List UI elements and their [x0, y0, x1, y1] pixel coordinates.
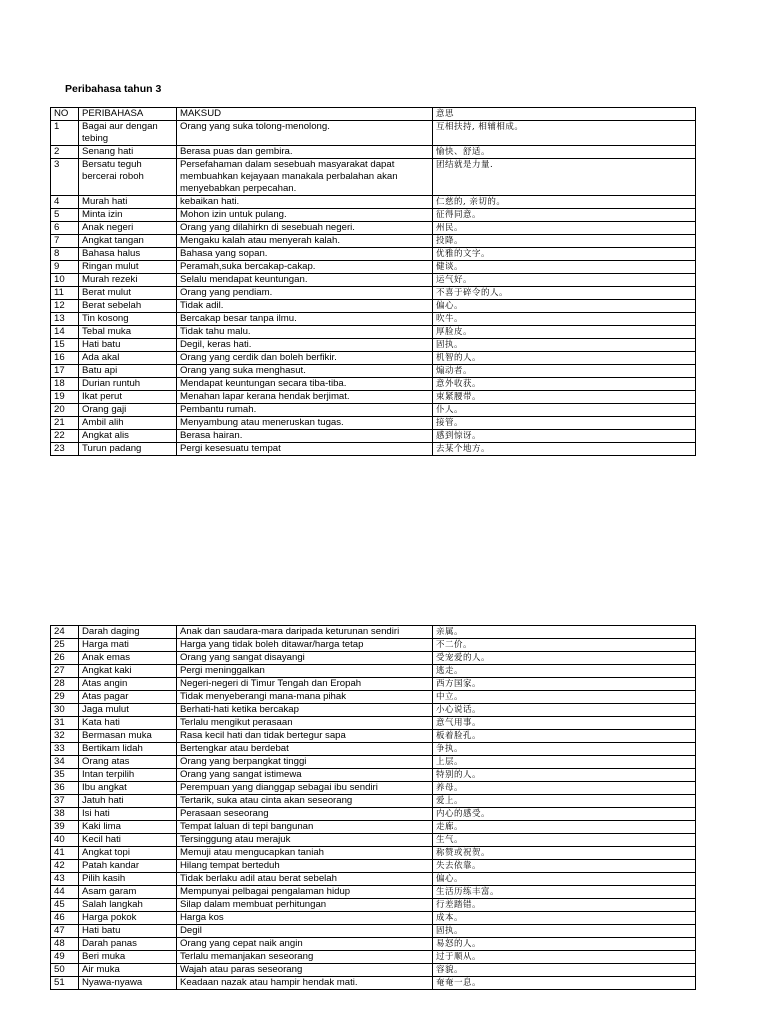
- peribahasa-cell: Ibu angkat: [79, 782, 177, 795]
- table-row: [51, 626, 696, 639]
- header-peribahasa: PERIBAHASA: [79, 108, 177, 121]
- chinese-meaning-cell: 仆人。: [433, 404, 696, 417]
- row-number: 19: [51, 391, 79, 404]
- table-row: [51, 678, 696, 691]
- chinese-meaning-cell: 感到惊讶。: [433, 430, 696, 443]
- peribahasa-cell: Durian runtuh: [79, 378, 177, 391]
- header-maksud: MAKSUD: [177, 108, 433, 121]
- row-number: 24: [51, 626, 79, 639]
- peribahasa-cell: Ringan mulut: [79, 261, 177, 274]
- table-row: [51, 443, 696, 456]
- chinese-meaning-cell: 偏心。: [433, 300, 696, 313]
- row-number: 1: [51, 121, 79, 146]
- peribahasa-cell: Bagai aur dengan tebing: [79, 121, 177, 146]
- table-header-row: [51, 108, 696, 121]
- table-row: [51, 261, 696, 274]
- table-row: [51, 146, 696, 159]
- peribahasa-cell: Murah hati: [79, 196, 177, 209]
- maksud-cell: Perasaan seseorang: [177, 808, 433, 821]
- row-number: 27: [51, 665, 79, 678]
- peribahasa-cell: Turun padang: [79, 443, 177, 456]
- maksud-cell: Orang yang suka tolong-menolong.: [177, 121, 433, 146]
- table-row: [51, 326, 696, 339]
- maksud-cell: Anak dan saudara-mara daripada keturunan sendiri: [177, 626, 433, 639]
- peribahasa-cell: Asam garam: [79, 886, 177, 899]
- row-number: 4: [51, 196, 79, 209]
- peribahasa-cell: Berat mulut: [79, 287, 177, 300]
- maksud-cell: Silap dalam membuat perhitungan: [177, 899, 433, 912]
- row-number: 31: [51, 717, 79, 730]
- maksud-cell: Persefahaman dalam sesebuah masyarakat dapat membuahkan kejayaan manakala perbalahan akan menyebabkan perpecahan.: [177, 159, 433, 196]
- table-row: [51, 821, 696, 834]
- table-row: [51, 912, 696, 925]
- table-row: [51, 121, 696, 146]
- row-number: 13: [51, 313, 79, 326]
- table-row: [51, 235, 696, 248]
- chinese-meaning-cell: 生气。: [433, 834, 696, 847]
- chinese-meaning-cell: 愉快、舒适。: [433, 146, 696, 159]
- table-row: [51, 248, 696, 261]
- peribahasa-cell: Berat sebelah: [79, 300, 177, 313]
- row-number: 49: [51, 951, 79, 964]
- peribahasa-cell: Atas pagar: [79, 691, 177, 704]
- chinese-meaning-cell: 去某个地方。: [433, 443, 696, 456]
- maksud-cell: Mendapat keuntungan secara tiba-tiba.: [177, 378, 433, 391]
- chinese-meaning-cell: 过于顺从。: [433, 951, 696, 964]
- maksud-cell: Orang yang berpangkat tinggi: [177, 756, 433, 769]
- row-number: 36: [51, 782, 79, 795]
- table-row: [51, 417, 696, 430]
- maksud-cell: Mengaku kalah atau menyerah kalah.: [177, 235, 433, 248]
- table-row: [51, 808, 696, 821]
- chinese-meaning-cell: 上层。: [433, 756, 696, 769]
- peribahasa-cell: Murah rezeki: [79, 274, 177, 287]
- peribahasa-cell: Ada akal: [79, 352, 177, 365]
- maksud-cell: Menyambung atau meneruskan tugas.: [177, 417, 433, 430]
- chinese-meaning-cell: 生活历练丰富。: [433, 886, 696, 899]
- maksud-cell: Berhati-hati ketika bercakap: [177, 704, 433, 717]
- table-row: [51, 782, 696, 795]
- table-row: [51, 951, 696, 964]
- chinese-meaning-cell: 固执。: [433, 339, 696, 352]
- peribahasa-cell: Angkat tangan: [79, 235, 177, 248]
- chinese-meaning-cell: 厚脸皮。: [433, 326, 696, 339]
- chinese-meaning-cell: 机智的人。: [433, 352, 696, 365]
- maksud-cell: Orang yang cepat naik angin: [177, 938, 433, 951]
- peribahasa-cell: Bersatu teguh bercerai roboh: [79, 159, 177, 196]
- chinese-meaning-cell: 州民。: [433, 222, 696, 235]
- table-row: [51, 404, 696, 417]
- row-number: 28: [51, 678, 79, 691]
- maksud-cell: Bertengkar atau berdebat: [177, 743, 433, 756]
- table-row: [51, 159, 696, 196]
- peribahasa-cell: Ikat perut: [79, 391, 177, 404]
- table-row: [51, 743, 696, 756]
- chinese-meaning-cell: 健谈。: [433, 261, 696, 274]
- peribahasa-cell: Jatuh hati: [79, 795, 177, 808]
- table-row: [51, 287, 696, 300]
- maksud-cell: Orang yang suka menghasut.: [177, 365, 433, 378]
- chinese-meaning-cell: 优雅的文字。: [433, 248, 696, 261]
- table-row: [51, 352, 696, 365]
- row-number: 50: [51, 964, 79, 977]
- peribahasa-cell: Air muka: [79, 964, 177, 977]
- row-number: 42: [51, 860, 79, 873]
- maksud-cell: Orang yang sangat disayangi: [177, 652, 433, 665]
- page-title: Peribahasa tahun 3: [65, 83, 162, 95]
- table-row: [51, 860, 696, 873]
- table-row: [51, 704, 696, 717]
- peribahasa-cell: Tebal muka: [79, 326, 177, 339]
- maksud-cell: Orang yang sangat istimewa: [177, 769, 433, 782]
- row-number: 45: [51, 899, 79, 912]
- maksud-cell: Bahasa yang sopan.: [177, 248, 433, 261]
- maksud-cell: Tidak menyeberangi mana-mana pihak: [177, 691, 433, 704]
- maksud-cell: Perempuan yang dianggap sebagai ibu sendiri: [177, 782, 433, 795]
- row-number: 30: [51, 704, 79, 717]
- table-row: [51, 964, 696, 977]
- row-number: 32: [51, 730, 79, 743]
- peribahasa-cell: Nyawa-nyawa: [79, 977, 177, 990]
- peribahasa-cell: Bahasa halus: [79, 248, 177, 261]
- maksud-cell: Tidak tahu malu.: [177, 326, 433, 339]
- maksud-cell: Orang yang dilahirkn di sesebuah negeri.: [177, 222, 433, 235]
- chinese-meaning-cell: 养母。: [433, 782, 696, 795]
- peribahasa-cell: Hati batu: [79, 925, 177, 938]
- maksud-cell: Wajah atau paras seseorang: [177, 964, 433, 977]
- row-number: 7: [51, 235, 79, 248]
- peribahasa-cell: Harga mati: [79, 639, 177, 652]
- table-row: [51, 300, 696, 313]
- row-number: 3: [51, 159, 79, 196]
- row-number: 11: [51, 287, 79, 300]
- chinese-meaning-cell: 亲属。: [433, 626, 696, 639]
- peribahasa-cell: Angkat topi: [79, 847, 177, 860]
- chinese-meaning-cell: 内心的感受。: [433, 808, 696, 821]
- table-row: [51, 925, 696, 938]
- peribahasa-cell: Tin kosong: [79, 313, 177, 326]
- chinese-meaning-cell: 仁慈的, 亲切的。: [433, 196, 696, 209]
- maksud-cell: Harga kos: [177, 912, 433, 925]
- table-row: [51, 769, 696, 782]
- peribahasa-cell: Harga pokok: [79, 912, 177, 925]
- header-chinese: 意思: [433, 108, 696, 121]
- row-number: 29: [51, 691, 79, 704]
- table-row: [51, 339, 696, 352]
- row-number: 37: [51, 795, 79, 808]
- chinese-meaning-cell: 互相扶持, 相辅相成。: [433, 121, 696, 146]
- peribahasa-cell: Isi hati: [79, 808, 177, 821]
- chinese-meaning-cell: 成本。: [433, 912, 696, 925]
- chinese-meaning-cell: 西方国家。: [433, 678, 696, 691]
- peribahasa-cell: Angkat alis: [79, 430, 177, 443]
- chinese-meaning-cell: 不喜于碎令的人。: [433, 287, 696, 300]
- row-number: 15: [51, 339, 79, 352]
- chinese-meaning-cell: 意气用事。: [433, 717, 696, 730]
- table-row: [51, 795, 696, 808]
- peribahasa-cell: Minta izin: [79, 209, 177, 222]
- peribahasa-cell: Jaga mulut: [79, 704, 177, 717]
- maksud-cell: Orang yang cerdik dan boleh berfikir.: [177, 352, 433, 365]
- table-row: [51, 691, 696, 704]
- row-number: 17: [51, 365, 79, 378]
- row-number: 26: [51, 652, 79, 665]
- row-number: 8: [51, 248, 79, 261]
- peribahasa-cell: Ambil alih: [79, 417, 177, 430]
- table-row: [51, 665, 696, 678]
- row-number: 18: [51, 378, 79, 391]
- row-number: 47: [51, 925, 79, 938]
- peribahasa-cell: Orang gaji: [79, 404, 177, 417]
- chinese-meaning-cell: 板着脸孔。: [433, 730, 696, 743]
- table-row: [51, 274, 696, 287]
- chinese-meaning-cell: 不二价。: [433, 639, 696, 652]
- maksud-cell: Harga yang tidak boleh ditawar/harga tetap: [177, 639, 433, 652]
- maksud-cell: Degil: [177, 925, 433, 938]
- maksud-cell: Tempat laluan di tepi bangunan: [177, 821, 433, 834]
- peribahasa-cell: Hati batu: [79, 339, 177, 352]
- peribahasa-cell: Kecil hati: [79, 834, 177, 847]
- table-row: [51, 847, 696, 860]
- table-row: [51, 391, 696, 404]
- row-number: 10: [51, 274, 79, 287]
- peribahasa-cell: Anak emas: [79, 652, 177, 665]
- chinese-meaning-cell: 容貌。: [433, 964, 696, 977]
- chinese-meaning-cell: 束紧腰带。: [433, 391, 696, 404]
- chinese-meaning-cell: 争执。: [433, 743, 696, 756]
- chinese-meaning-cell: 易怒的人。: [433, 938, 696, 951]
- row-number: 33: [51, 743, 79, 756]
- row-number: 5: [51, 209, 79, 222]
- maksud-cell: Terlalu memanjakan seseorang: [177, 951, 433, 964]
- maksud-cell: Tersinggung atau merajuk: [177, 834, 433, 847]
- maksud-cell: Orang yang pendiam.: [177, 287, 433, 300]
- maksud-cell: Tertarik, suka atau cinta akan seseorang: [177, 795, 433, 808]
- chinese-meaning-cell: 特别的人。: [433, 769, 696, 782]
- peribahasa-cell: Orang atas: [79, 756, 177, 769]
- maksud-cell: Negeri-negeri di Timur Tengah dan Eropah: [177, 678, 433, 691]
- chinese-meaning-cell: 接管。: [433, 417, 696, 430]
- chinese-meaning-cell: 团结就是力量.: [433, 159, 696, 196]
- row-number: 23: [51, 443, 79, 456]
- table-row: [51, 209, 696, 222]
- row-number: 48: [51, 938, 79, 951]
- table-row: [51, 652, 696, 665]
- peribahasa-cell: Atas angin: [79, 678, 177, 691]
- peribahasa-cell: Angkat kaki: [79, 665, 177, 678]
- table-row: [51, 899, 696, 912]
- row-number: 40: [51, 834, 79, 847]
- chinese-meaning-cell: 行差踏错。: [433, 899, 696, 912]
- row-number: 6: [51, 222, 79, 235]
- maksud-cell: Mempunyai pelbagai pengalaman hidup: [177, 886, 433, 899]
- peribahasa-cell: Kata hati: [79, 717, 177, 730]
- maksud-cell: Rasa kecil hati dan tidak bertegur sapa: [177, 730, 433, 743]
- table-row: [51, 717, 696, 730]
- row-number: 41: [51, 847, 79, 860]
- row-number: 22: [51, 430, 79, 443]
- chinese-meaning-cell: 煽动者。: [433, 365, 696, 378]
- maksud-cell: Degil, keras hati.: [177, 339, 433, 352]
- chinese-meaning-cell: 运气好。: [433, 274, 696, 287]
- peribahasa-cell: Pilih kasih: [79, 873, 177, 886]
- chinese-meaning-cell: 意外收获。: [433, 378, 696, 391]
- row-number: 16: [51, 352, 79, 365]
- maksud-cell: Memuji atau mengucapkan taniah: [177, 847, 433, 860]
- table-row: [51, 222, 696, 235]
- chinese-meaning-cell: 吹牛。: [433, 313, 696, 326]
- row-number: 2: [51, 146, 79, 159]
- maksud-cell: Tidak berlaku adil atau berat sebelah: [177, 873, 433, 886]
- maksud-cell: Mohon izin untuk pulang.: [177, 209, 433, 222]
- chinese-meaning-cell: 小心说话。: [433, 704, 696, 717]
- peribahasa-cell: Beri muka: [79, 951, 177, 964]
- maksud-cell: Pergi meninggalkan: [177, 665, 433, 678]
- table-row: [51, 873, 696, 886]
- chinese-meaning-cell: 固执。: [433, 925, 696, 938]
- row-number: 44: [51, 886, 79, 899]
- row-number: 14: [51, 326, 79, 339]
- row-number: 38: [51, 808, 79, 821]
- row-number: 21: [51, 417, 79, 430]
- chinese-meaning-cell: 称赞或祝贺。: [433, 847, 696, 860]
- row-number: 9: [51, 261, 79, 274]
- peribahasa-cell: Bertikam lidah: [79, 743, 177, 756]
- table-row: [51, 886, 696, 899]
- peribahasa-cell: Senang hati: [79, 146, 177, 159]
- peribahasa-table-1: [50, 107, 696, 456]
- table-row: [51, 977, 696, 990]
- chinese-meaning-cell: 征得同意。: [433, 209, 696, 222]
- table-row: [51, 430, 696, 443]
- maksud-cell: Berasa hairan.: [177, 430, 433, 443]
- table-row: [51, 639, 696, 652]
- maksud-cell: Peramah,suka bercakap-cakap.: [177, 261, 433, 274]
- table-row: [51, 196, 696, 209]
- maksud-cell: Pembantu rumah.: [177, 404, 433, 417]
- maksud-cell: kebaikan hati.: [177, 196, 433, 209]
- chinese-meaning-cell: 奄奄一息。: [433, 977, 696, 990]
- table-row: [51, 730, 696, 743]
- chinese-meaning-cell: 受宠爱的人。: [433, 652, 696, 665]
- table-row: [51, 378, 696, 391]
- maksud-cell: Pergi kesesuatu tempat: [177, 443, 433, 456]
- maksud-cell: Keadaan nazak atau hampir hendak mati.: [177, 977, 433, 990]
- row-number: 12: [51, 300, 79, 313]
- table-row: [51, 756, 696, 769]
- row-number: 51: [51, 977, 79, 990]
- peribahasa-cell: Bermasan muka: [79, 730, 177, 743]
- maksud-cell: Selalu mendapat keuntungan.: [177, 274, 433, 287]
- table-row: [51, 365, 696, 378]
- maksud-cell: Tidak adil.: [177, 300, 433, 313]
- chinese-meaning-cell: 逃走。: [433, 665, 696, 678]
- chinese-meaning-cell: 走廊。: [433, 821, 696, 834]
- row-number: 34: [51, 756, 79, 769]
- peribahasa-cell: Darah panas: [79, 938, 177, 951]
- peribahasa-cell: Anak negeri: [79, 222, 177, 235]
- row-number: 35: [51, 769, 79, 782]
- chinese-meaning-cell: 中立。: [433, 691, 696, 704]
- peribahasa-cell: Intan terpilih: [79, 769, 177, 782]
- row-number: 39: [51, 821, 79, 834]
- row-number: 25: [51, 639, 79, 652]
- maksud-cell: Berasa puas dan gembira.: [177, 146, 433, 159]
- table-row: [51, 938, 696, 951]
- maksud-cell: Bercakap besar tanpa ilmu.: [177, 313, 433, 326]
- table-row: [51, 313, 696, 326]
- peribahasa-cell: Salah langkah: [79, 899, 177, 912]
- peribahasa-cell: Darah daging: [79, 626, 177, 639]
- maksud-cell: Terlalu mengikut perasaan: [177, 717, 433, 730]
- header-no: NO: [51, 108, 79, 121]
- peribahasa-cell: Batu api: [79, 365, 177, 378]
- maksud-cell: Hilang tempat berteduh: [177, 860, 433, 873]
- row-number: 20: [51, 404, 79, 417]
- peribahasa-cell: Kaki lima: [79, 821, 177, 834]
- chinese-meaning-cell: 爱上。: [433, 795, 696, 808]
- row-number: 43: [51, 873, 79, 886]
- chinese-meaning-cell: 失去依靠。: [433, 860, 696, 873]
- maksud-cell: Menahan lapar kerana hendak berjimat.: [177, 391, 433, 404]
- chinese-meaning-cell: 偏心。: [433, 873, 696, 886]
- table-row: [51, 834, 696, 847]
- peribahasa-cell: Patah kandar: [79, 860, 177, 873]
- peribahasa-table-2: [50, 625, 696, 990]
- chinese-meaning-cell: 投降。: [433, 235, 696, 248]
- row-number: 46: [51, 912, 79, 925]
